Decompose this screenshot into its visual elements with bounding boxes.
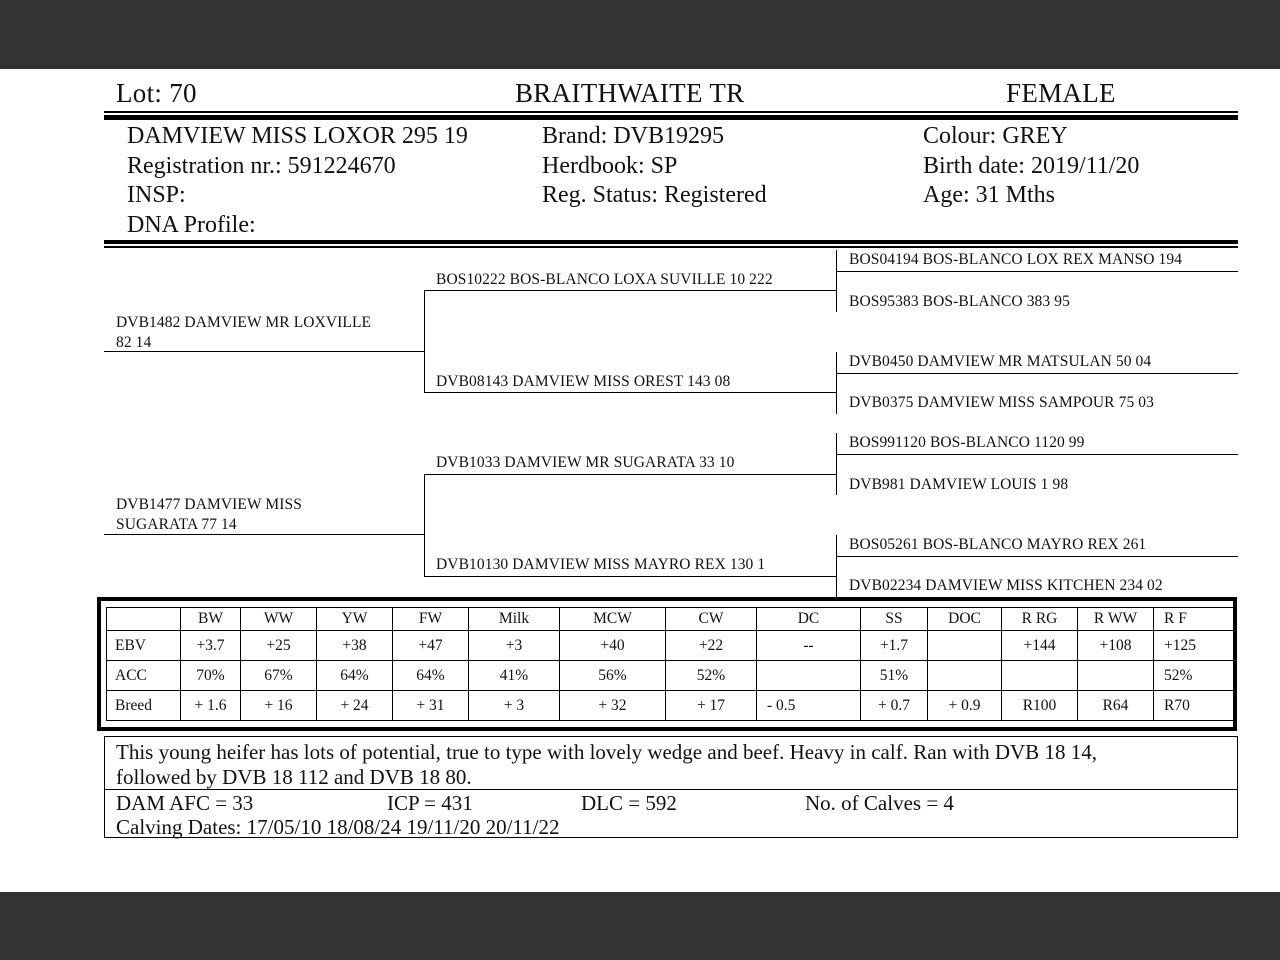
ggp-7: BOS05261 BOS-BLANCO MAYRO REX 261	[849, 536, 1147, 553]
breed-row-label: Breed	[107, 691, 181, 721]
registration-number: Registration nr.: 591224670	[127, 152, 396, 179]
ebv-row	[107, 631, 1234, 661]
ebv-header-cell	[107, 608, 181, 631]
dam-sire-line	[424, 474, 836, 475]
ebv-cell: +38	[317, 631, 393, 661]
ggp-bracket-2	[836, 352, 837, 414]
acc-cell: 70%	[181, 661, 241, 691]
breed-cell: + 0.9	[928, 691, 1002, 721]
ebv-cell: +3.7	[181, 631, 241, 661]
breed-cell: + 32	[560, 691, 666, 721]
acc-row	[107, 661, 1234, 691]
ebv-header-cell: CW	[666, 608, 757, 631]
sire-dam-line	[424, 392, 836, 393]
ebv-header-cell: WW	[241, 608, 317, 631]
acc-cell: 52%	[666, 661, 757, 691]
ebv-table	[106, 607, 1234, 721]
ebv-header-cell: Milk	[469, 608, 560, 631]
ebv-header-cell: YW	[317, 608, 393, 631]
ebv-header-row	[107, 608, 1234, 631]
ggp-4: DVB0375 DAMVIEW MISS SAMPOUR 75 03	[849, 394, 1154, 411]
sire-name-cont: 82 14	[116, 334, 152, 351]
dam-dam-line	[424, 576, 836, 577]
ebv-cell: +125	[1154, 631, 1234, 661]
age: Age: 31 Mths	[923, 182, 1055, 208]
animal-info-middle	[542, 122, 767, 211]
breed-cell: + 24	[317, 691, 393, 721]
ebv-header-cell: R WW	[1078, 608, 1154, 631]
breed-cell: R70	[1154, 691, 1234, 721]
header-rule-thick	[104, 115, 1238, 120]
calving-dates: Calving Dates: 17/05/10 18/08/24 19/11/20 20/11/22	[116, 815, 560, 839]
breed-row	[107, 691, 1234, 721]
ggp-1-line	[836, 271, 1238, 272]
ggp-6: DVB981 DAMVIEW LOUIS 1 98	[849, 476, 1069, 493]
info-rule-thick	[104, 240, 1238, 244]
ggp-2: BOS95383 BOS-BLANCO 383 95	[849, 293, 1070, 310]
info-rule-thin	[104, 246, 1238, 248]
ebv-cell: +25	[241, 631, 317, 661]
pedigree-sire	[116, 313, 371, 353]
acc-cell: 64%	[393, 661, 469, 691]
dam-name: DVB1477 DAMVIEW MISS	[116, 496, 303, 513]
ebv-cell	[928, 631, 1002, 661]
ebv-cell: +144	[1002, 631, 1078, 661]
ggp-5-line	[836, 454, 1238, 455]
dam-icp: ICP = 431	[387, 791, 473, 815]
sire-sire-line	[424, 290, 836, 291]
ggp-8: DVB02234 DAMVIEW MISS KITCHEN 234 02	[849, 577, 1163, 594]
acc-cell	[757, 661, 861, 691]
ggp-bracket-4	[836, 535, 837, 597]
breed-cell: + 0.7	[861, 691, 928, 721]
dam-dam: DVB10130 DAMVIEW MISS MAYRO REX 130 1	[436, 556, 766, 573]
ebv-cell: +47	[393, 631, 469, 661]
acc-row-label: ACC	[107, 661, 181, 691]
pedigree-dam	[116, 495, 302, 535]
sire-dam: DVB08143 DAMVIEW MISS OREST 143 08	[436, 373, 731, 390]
breeder-name: BRAITHWAITE TR	[515, 78, 745, 108]
acc-cell: 41%	[469, 661, 560, 691]
dam-sire: DVB1033 DAMVIEW MR SUGARATA 33 10	[436, 454, 735, 471]
animal-name: DAMVIEW MISS LOXOR 295 19	[127, 123, 468, 149]
acc-cell: 67%	[241, 661, 317, 691]
ebv-header-cell: FW	[393, 608, 469, 631]
breed-cell: + 1.6	[181, 691, 241, 721]
ebv-header-cell: DC	[757, 608, 861, 631]
comments-line-1: This young heifer has lots of potential, true to type with lovely wedge and beef. Heavy in calf. Ran with DVB 18 14,	[116, 740, 1097, 764]
breed-cell: + 17	[666, 691, 757, 721]
sire-bracket	[424, 290, 425, 392]
animal-sex: FEMALE	[1006, 78, 1116, 108]
top-dark-bar	[0, 0, 1280, 69]
acc-cell: 52%	[1154, 661, 1234, 691]
ebv-cell: +3	[469, 631, 560, 661]
comments-text	[116, 740, 1097, 790]
comments-line-2: followed by DVB 18 112 and DVB 18 80.	[116, 765, 472, 789]
acc-cell	[928, 661, 1002, 691]
dam-calves: No. of Calves = 4	[805, 791, 954, 815]
ebv-cell: --	[757, 631, 861, 661]
registration-status: Reg. Status: Registered	[542, 182, 767, 208]
ebv-header-cell: MCW	[560, 608, 666, 631]
breed-cell: + 3	[469, 691, 560, 721]
ggp-3-line	[836, 373, 1238, 374]
ebv-header-cell: BW	[181, 608, 241, 631]
breed-cell: - 0.5	[757, 691, 861, 721]
acc-cell: 51%	[861, 661, 928, 691]
lot-number: Lot: 70	[116, 78, 197, 108]
ebv-row-label: EBV	[107, 631, 181, 661]
breed-cell: R64	[1078, 691, 1154, 721]
ggp-bracket-1	[836, 250, 837, 312]
ebv-cell: +1.7	[861, 631, 928, 661]
ggp-3: DVB0450 DAMVIEW MR MATSULAN 50 04	[849, 353, 1152, 370]
breed-cell: + 16	[241, 691, 317, 721]
acc-cell	[1078, 661, 1154, 691]
ebv-header-cell: R RG	[1002, 608, 1078, 631]
dna-profile-label: DNA Profile:	[127, 211, 256, 238]
brand: Brand: DVB19295	[542, 123, 724, 149]
ebv-cell: +108	[1078, 631, 1154, 661]
dam-line	[104, 534, 424, 535]
ebv-cell: +40	[560, 631, 666, 661]
colour: Colour: GREY	[923, 123, 1068, 149]
sire-line	[104, 351, 424, 352]
ebv-header-cell: DOC	[928, 608, 1002, 631]
dam-afc: DAM AFC = 33	[116, 791, 254, 815]
bottom-dark-bar	[0, 892, 1280, 960]
ebv-header-cell: SS	[861, 608, 928, 631]
dam-bracket	[424, 474, 425, 576]
birth-date: Birth date: 2019/11/20	[923, 152, 1140, 179]
dam-dlc: DLC = 592	[581, 791, 677, 815]
sire-sire: BOS10222 BOS-BLANCO LOXA SUVILLE 10 222	[436, 271, 773, 288]
ggp-bracket-3	[836, 433, 837, 495]
acc-cell: 56%	[560, 661, 666, 691]
acc-cell	[1002, 661, 1078, 691]
animal-info-left	[127, 122, 468, 240]
comments-divider	[105, 789, 1237, 790]
comments-box	[104, 736, 1238, 838]
insp-label: INSP:	[127, 182, 186, 208]
dam-name-cont: SUGARATA 77 14	[116, 516, 237, 533]
ebv-cell: +22	[666, 631, 757, 661]
breed-cell: R100	[1002, 691, 1078, 721]
ggp-7-line	[836, 556, 1238, 557]
ggp-5: BOS991120 BOS-BLANCO 1120 99	[849, 434, 1085, 451]
sire-name: DVB1482 DAMVIEW MR LOXVILLE	[116, 314, 372, 331]
breed-cell: + 31	[393, 691, 469, 721]
herdbook: Herdbook: SP	[542, 152, 678, 179]
ggp-1: BOS04194 BOS-BLANCO LOX REX MANSO 194	[849, 251, 1183, 268]
acc-cell: 64%	[317, 661, 393, 691]
animal-info-right	[923, 122, 1139, 211]
ebv-header-cell: R F	[1154, 608, 1234, 631]
header-rule-thin	[104, 111, 1238, 113]
